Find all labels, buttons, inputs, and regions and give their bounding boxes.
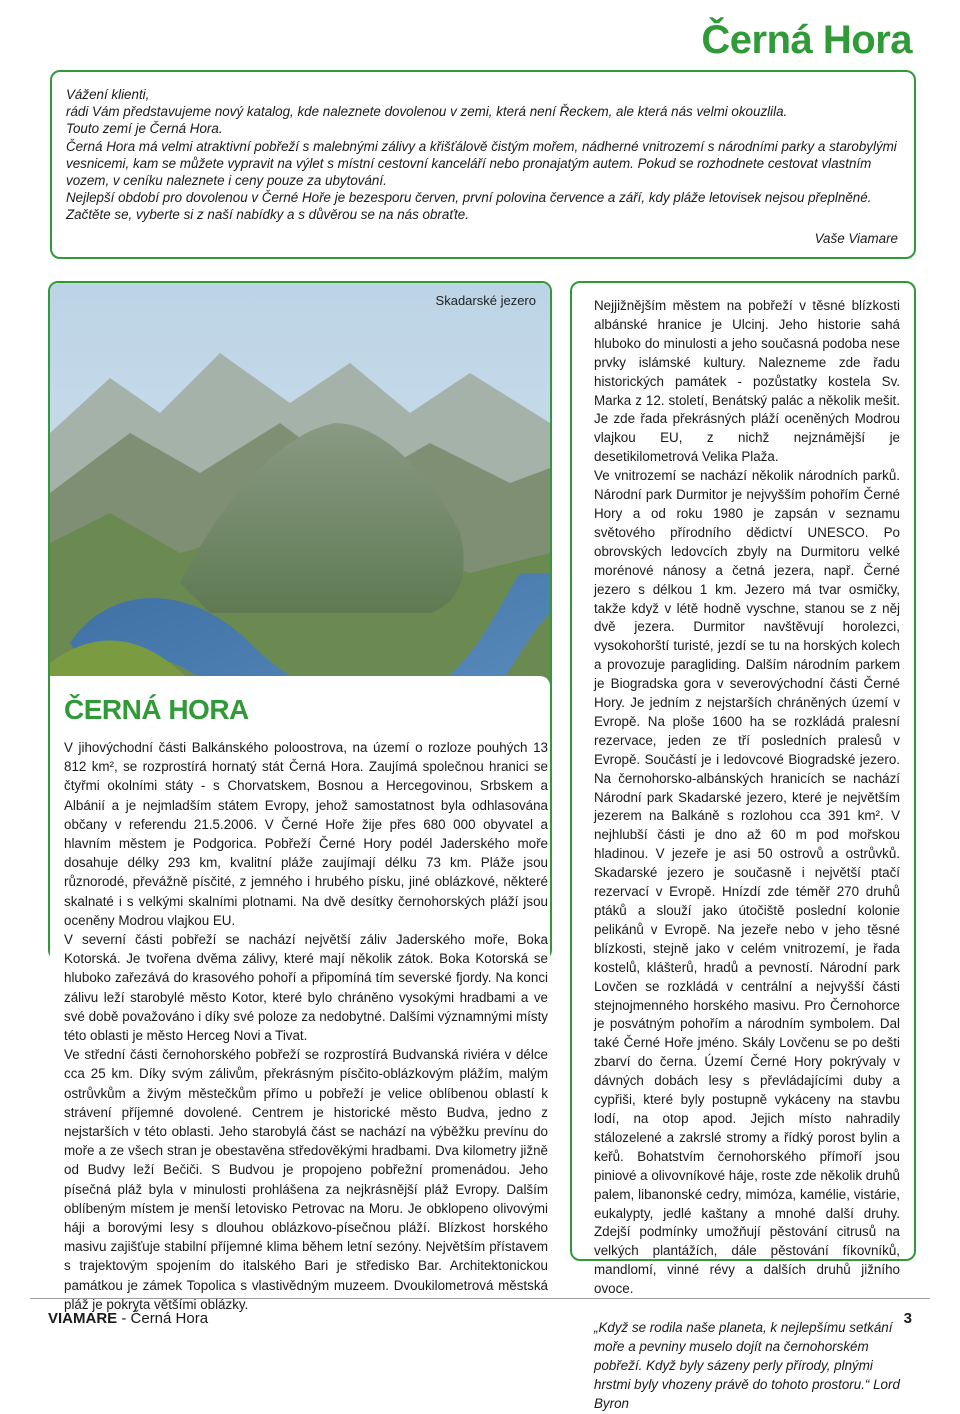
- intro-paragraph: rádi Vám představujeme nový katalog, kde naleznete dovolenou v zemi, která není Řeckem, ale která nás velmi okouzlila.: [66, 104, 788, 120]
- page-number: 3: [903, 1310, 912, 1327]
- main-paragraph: V severní části pobřeží se nachází největší záliv Jaderského moře, Boka Kotorská. Je tvořena dvěma zálivy, které mají několik zátok. Boka Kotorská se hluboko zařezává do krasového pohoří a připomíná tím severské fjordy. Na konci zálivu leží starobylé město Kotor, které bylo chráněno vysokými hradbami a ve své době považováno i díky své poloze za nedobytné. Dalšími významnými místy této oblasti je město Herceg Novi a Tivat.: [64, 932, 548, 1044]
- intro-paragraph: Nejlepší období pro dovolenou v Černé Hoře je bezesporu červen, první polovina července a září, kdy pláže letovisek nejsou přeplněné.: [66, 190, 872, 206]
- byron-quote: „Když se rodila naše planeta, k nejlepšímu setkání moře a pevniny muselo dojít na černohorském pobřeží. Když byly sázeny perly přírody, plnými hrstmi byly vhozeny právě do tohoto prostoru.“ Lord Byron: [594, 1320, 900, 1411]
- main-paragraph: Ve střední části černohorského pobřeží se rozprostírá Budvanská riviéra v délce cca 25 km. Díky svým zálivům, překrásným písčito-oblázkovým plážím, malým ostrůvkům a živým městečkům přímo u pobřeží je velice oblíbenou oblastí k strávení příjemné dovolené. Centrem je historické město Budva, jedno z nejstarších v této oblasti. Jeho starobylá část se nachází na výběžku prevínu do moře a ze všech stran je obestavěna středověkými hradbami. Dva kilometry jižně od Budvy leží Bečiči. S Budvou je propojeno pobřežní promenádou. Jeho písečná pláž byla v minulosti prohlášena za nejkrásnější pláž Evropy. Dalším oblíbeným místem je menší letovisko Petrovac na Moru. Je obklopeno olivovými háji a borovými lesy s dlouhou oblázkovo-písečnou pláží. Blízkost horského masivu zajišťuje stabilní příjemné klima během letní sezóny. Největším přístavem s trajektovým spojením do italského Bari je středisko Bar. Architektonickou památkou je zámek Topolica s vlastivědným muzeem. Dvoukilometrová městská pláž je pokryta většími oblázky.: [64, 1047, 548, 1312]
- footer-separator: -: [117, 1310, 131, 1327]
- intro-greeting: Vážení klienti,: [66, 87, 150, 102]
- intro-paragraph: Touto zemí je Černá Hora.: [66, 121, 223, 137]
- footer-section: Černá Hora: [130, 1310, 209, 1327]
- footer-title: [48, 1310, 208, 1327]
- intro-paragraph: Začtěte se, vyberte si z naší nabídky a s důvěrou se na nás obraťte.: [66, 207, 469, 223]
- intro-box: [50, 70, 916, 259]
- sidebar-box: [570, 281, 916, 1411]
- sidebar-paragraph: Ve vnitrozemí se nachází několik národních parků. Národní park Durmitor je nejvyšším pohořím Černé Hory a od roku 1980 je zapsán v seznamu světového přírodního dědictví UNESCO. Po obrovských ledovcích zbyly na Durmitoru velké morénové nánosy a četná jezera, např. Černé jezero s délkou 1 km. Jezero má tvar osmičky, takže když v létě hodně vyschne, stanou se z něj dvě jezera. Durmitor navštěvují horolezci, vysokohorští turisté, jezdí se tu na horských kolech a provozuje paragliding. Dalším národním parkem je Biogradska gora v severovýchodní části Černé Hory. Je jedním z nejstarších chráněných území v Evropě. Na ploše 1600 ha se rozkládá pralesní rezervace, jeden ze tří posledních pralesů v Evropě. Součástí je i ledovcové Biogradské jezero. Na černohorsko-albánských hranicích se nachází Národní park Skadarské jezero, které je největším jezerem na Balkáně s rozlohou cca 391 km². V nejhlubší části je dno až 60 m pod mořskou hladinou. V jezeře je asi 50 ostrovů a ostrůvků. Skadarské jezero je současně i největší ptačí rezervací v Evropě. Hnízdí zde téměř 270 druhů ptáků a slouží jako útočiště poslední kolonie pelikánů v Evropě. Na jezeře nebo v jeho těsné blízkosti, stejně jako v celém vnitrozemí, je řada kostelů, klášterů, hradů a pevností. Národní park Lovčen se rozkládá v centrální a nejvyšší části stejnojmenného horského masivu. Pro Černohorce je posvátným pohořím a národním symbolem. Dal také Černé Hoře jméno. Skály Lovčenu se po dešti zbarví do černa. Území Černé Hory pokrývaly v dávných dobách lesy s převládajícími duby a cypřiši, které byly postupně vykáceny na stavbu lodí, na otop apod. Jejich místo nahradily stálozelené a zakrslé stromy a řídký porost bylin a keřů. Bohatstvím černohorského přímoří jsou piniové a olivovníkové háje, roste zde několik druhů palem, libanonské cedry, mimóza, kamélie, vistárie, eukalypty, jedlé kaštany a mnohé další druhy. Zdejší podmínky umožňují pěstování citrusů na velkých plantážích, dále pěstování fíkovníků, mandlomí, vinné révy a dalších druhů jižního ovoce.: [594, 468, 900, 1297]
- main-paragraph: V jihovýchodní části Balkánského poloostrova, na území o rozloze pouhých 13 812 km², se rozprostírá hornatý stát Černá Hora. Zaujímá společnou hranici se čtyřmi okolními státy - s Chorvatskem, Bosnou a Hercegovinou, Srbskem a Albánií a je nejmladším státem Evropy, jehož samostatnost byla odhlasována občany v referendu 21.5.2006. V Černé Hoře žije přes 680 000 obyvatel a hlavním městem je Podgorica. Pobřeží Černé Hory podél Jaderského moře dosahuje délky 293 km, kvalitní pláže zaujímají délku 73 km. Pláže jsou různorodé, převážně písčité, z jemného i hrubého písku, jiné oblázkové, některé skalnaté i s velkými skalními plotnami. Na dvě desítky černohorských pláží jsou oceněny Modrou vlajkou EU.: [64, 740, 548, 928]
- footer-divider: [30, 1298, 930, 1299]
- intro-paragraph: Černá Hora má velmi atraktivní pobřeží s malebnými zálivy a křišťálově čistým mořem, nádherné vnitrozemí s národními parky a starobylými vesnicemi, kam se můžete vypravit na výlet s místní cestovní kanceláří nebo pronajatým autem. Pokud se rozhodnete cestovat vlastním vozem, v ceníku naleznete i ceny pouze za ubytování.: [66, 138, 897, 189]
- photo-caption: Skadarské jezero: [435, 293, 536, 308]
- sidebar-paragraph: Nejjižnějším městem na pobřeží v těsné blízkosti albánské hranice je Ulcinj. Jeho historie sahá hluboko do minulosti a jeho současná podoba nese prvky islámské kultury. Nalezneme zde řadu historických památek - pozůstatky kostela Sv. Marka z 12. století, Benátský palác a několik mešit. Je zde řada překrásných pláží oceněných Modrou vlajkou EU, z nichž nejznámější je desetikilometrová Velika Plaža.: [594, 298, 900, 465]
- intro-signature: Vaše Viamare: [814, 230, 898, 246]
- main-heading: ČERNÁ HORA: [64, 694, 249, 725]
- main-content: [50, 676, 550, 1312]
- footer-brand: VIAMARE: [48, 1310, 118, 1327]
- page-title: Černá Hora: [701, 18, 912, 62]
